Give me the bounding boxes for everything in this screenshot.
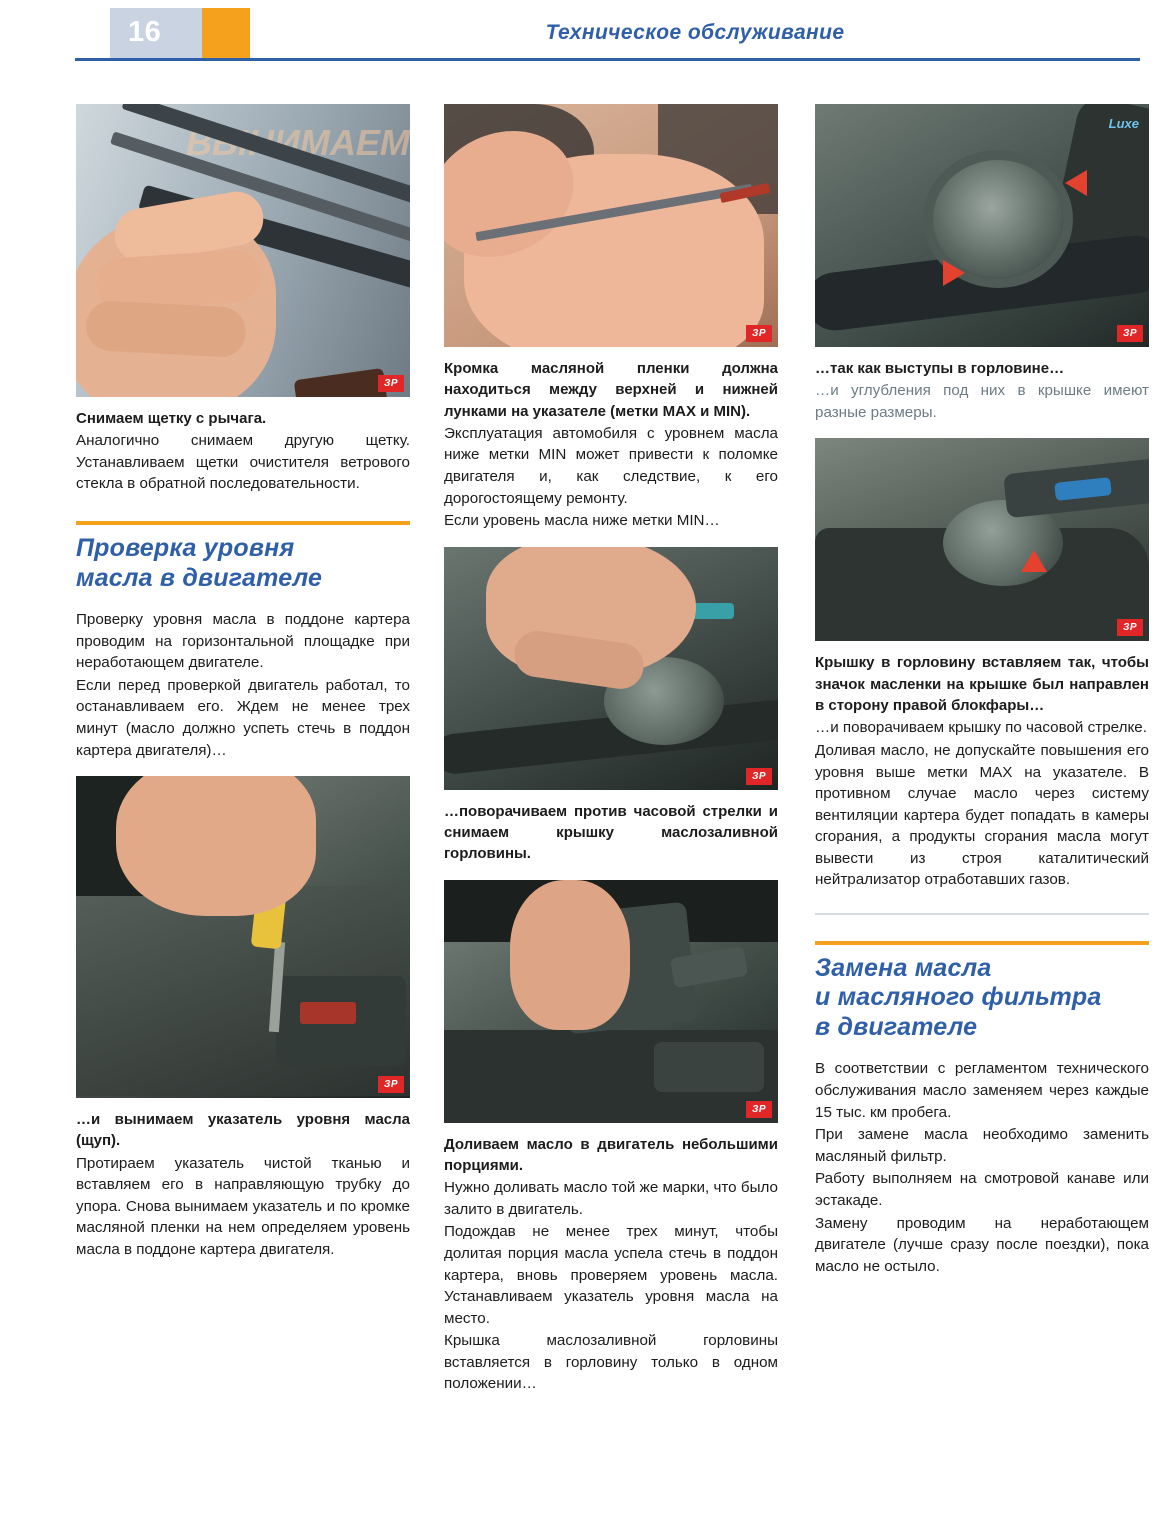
photo-art bbox=[444, 880, 778, 1123]
page-title: Техническое обслуживание bbox=[250, 8, 1140, 58]
arrow-marker-icon bbox=[1065, 170, 1087, 196]
para-dipstick-procedure: Протираем указатель чистой тканью и вставляем его в направляющую трубку до упора. Снова вынимаем указатель и по кромке масляной пленки на нем определяем уровень масла в поддоне картера двигателя. bbox=[76, 1154, 410, 1258]
section-title-line-2: масла в двигателе bbox=[76, 563, 323, 592]
column-left bbox=[76, 104, 410, 1261]
header-top-rule bbox=[75, 0, 1140, 2]
caption-dipstick-removal: …и вынимаем указатель уровня масла (щуп). bbox=[76, 1111, 410, 1150]
caption-neck-lugs: …так как выступы в горловине… bbox=[815, 360, 1065, 377]
column-middle bbox=[444, 104, 778, 1395]
section-accent-bar bbox=[815, 941, 1149, 945]
para-replace-filter: При замене масла необходимо заменить масляный фильтр. bbox=[815, 1126, 1149, 1165]
para-same-oil-brand: Нужно доливать масло той же марки, что было залито в двигатель. bbox=[444, 1179, 778, 1218]
para-recheck-level: Подождав не менее трех минут, чтобы долитая порция масла успела стечь в поддон картера, вновь проверяем уровень масла. Устанавливаем указатель уровня масла на место. bbox=[444, 1223, 778, 1327]
section-heading-oil-change bbox=[815, 941, 1149, 1043]
para-wiper-install: Аналогично снимаем другую щетку. Устанавливаем щетки очистителя ветрового стекла в обратной последовательности. bbox=[76, 432, 410, 493]
para-change-interval: В соответствии с регламентом технического обслуживания масло заменяем через каждые 15 тыс. км пробега. bbox=[815, 1060, 1149, 1121]
photo-art bbox=[815, 438, 1149, 641]
header-bottom-rule bbox=[75, 58, 1140, 61]
zr-badge: ЗР bbox=[378, 1076, 404, 1093]
photo-dipstick-in-hand bbox=[444, 104, 778, 347]
zr-badge: ЗР bbox=[1117, 619, 1143, 636]
photo-remove-filler-cap bbox=[444, 547, 778, 790]
zr-badge: ЗР bbox=[378, 375, 404, 392]
photo-wiper-blade-removal bbox=[76, 104, 410, 397]
column-right bbox=[815, 104, 1149, 1277]
page-header bbox=[0, 0, 1175, 62]
arrow-marker-icon bbox=[1021, 550, 1047, 572]
zr-badge: ЗР bbox=[746, 325, 772, 342]
para-work-location: Работу выполняем на смотровой канаве или эстакаде. bbox=[815, 1170, 1149, 1209]
caption-cap-orientation: Крышку в горловину вставляем так, чтобы значок масленки на крышке был направлен в сторону правой блокфары… bbox=[815, 654, 1149, 715]
para-below-min: Если уровень масла ниже метки MIN… bbox=[444, 512, 720, 530]
para-low-oil-warning: Эксплуатация автомобиля с уровнем масла ниже метки MIN может привести к поломке двигателя и, как следствие, к его дорогостоящему ремонту. bbox=[444, 424, 778, 507]
para-oil-check-conditions: Проверку уровня масла в поддоне картера проводим на горизонтальной площадке при неработающем двигателе. bbox=[76, 611, 410, 672]
caption-adding-oil: Доливаем масло в двигатель небольшими порциями. bbox=[444, 1135, 778, 1174]
photo-cap-orientation bbox=[815, 438, 1149, 641]
zr-badge: ЗР bbox=[746, 768, 772, 785]
section-title-line-2: и масляного фильтра bbox=[815, 983, 1102, 1012]
zr-badge: ЗР bbox=[1117, 325, 1143, 342]
caption-cap-recesses: …и углубления под них в крышке имеют разные размеры. bbox=[815, 382, 1149, 421]
header-accent-block bbox=[202, 8, 250, 58]
para-max-level-warning: Доливая масло, не допускайте повышения его уровня выше метки MAX на указателе. В противном случае масло через систему вентиляции картера будет попадать в камеры сгорания, а продукты сгорания масла могут вывести из строя каталитический нейтрализатор отработавших газов. bbox=[815, 741, 1149, 889]
section-divider bbox=[815, 913, 1149, 915]
caption-oil-film-edge: Кромка масляной пленки должна находиться между верхней и нижней лунками на указателе (метки MAX и MIN). bbox=[444, 360, 778, 420]
caption-wiper-removal: Снимаем щетку с рычага. bbox=[76, 410, 267, 427]
para-cap-single-position: Крышка маслозаливной горловины вставляется в горловину только в одном положении… bbox=[444, 1332, 778, 1393]
section-accent-bar bbox=[76, 521, 410, 525]
section-title-line-1: Замена масла bbox=[815, 953, 992, 982]
section-heading-oil-level bbox=[76, 521, 410, 593]
photo-art bbox=[444, 104, 778, 347]
photo-dipstick-removal bbox=[76, 776, 410, 1098]
para-warm-engine: Замену проводим на неработающем двигателе (лучше сразу после поездки), пока масло не остыло. bbox=[815, 1214, 1149, 1275]
photo-brand-label: Luxe bbox=[1108, 116, 1139, 131]
photo-art bbox=[815, 104, 1149, 347]
page-number: 16 bbox=[128, 16, 162, 48]
para-oil-check-wait: Если перед проверкой двигатель работал, то останавливаем его. Ждем не менее трех минут (масло должно успеть стечь в поддон картера двигателя)… bbox=[76, 676, 410, 759]
section-title-line-1: Проверка уровня bbox=[76, 534, 295, 563]
photo-art: ВЫНИМАЕМ bbox=[76, 104, 410, 397]
photo-art bbox=[76, 776, 410, 1098]
photo-adding-oil bbox=[444, 880, 778, 1123]
photo-filler-neck-lugs bbox=[815, 104, 1149, 347]
photo-art bbox=[444, 547, 778, 790]
arrow-marker-icon bbox=[943, 260, 965, 286]
zr-badge: ЗР bbox=[746, 1101, 772, 1118]
caption-remove-filler-cap: …поворачиваем против часовой стрелки и снимаем крышку маслозаливной горловины. bbox=[444, 802, 778, 863]
section-title-line-3: в двигателе bbox=[815, 1012, 978, 1041]
para-turn-cap-clockwise: …и поворачиваем крышку по часовой стрелке. bbox=[815, 719, 1147, 737]
